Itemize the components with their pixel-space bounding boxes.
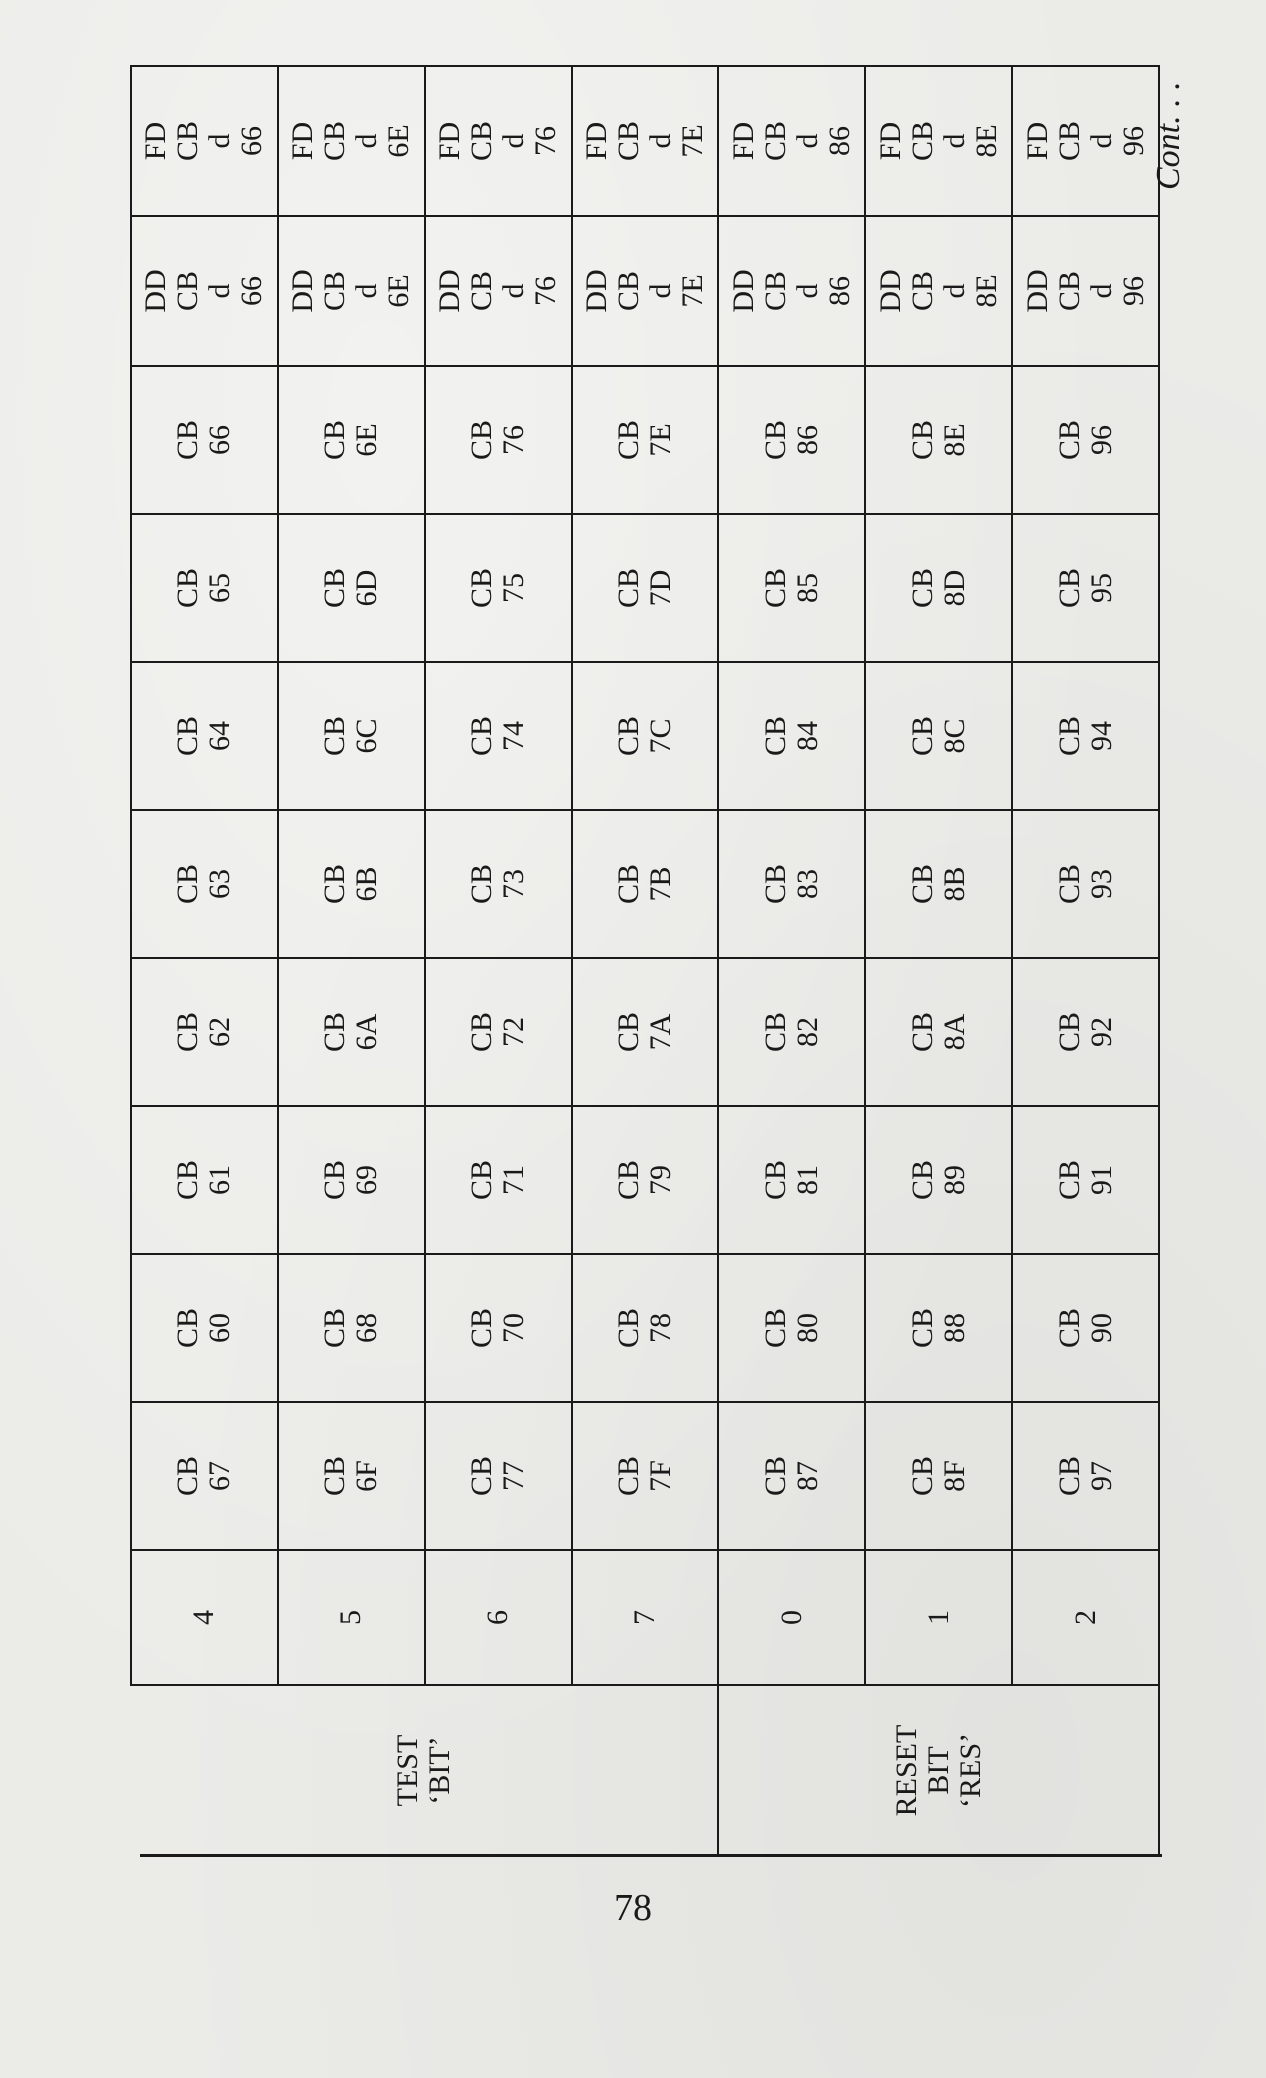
opcode-cell <box>1012 662 1159 810</box>
opcode-cell <box>131 1106 278 1254</box>
opcode-byte: CB <box>611 567 645 609</box>
opcode-cell <box>718 1402 865 1550</box>
opcode-byte: 7B <box>643 866 677 902</box>
opcode-byte: 7E <box>675 124 709 158</box>
opcode-byte: 66 <box>203 425 237 455</box>
opcode-cell <box>131 662 278 810</box>
opcode-cell <box>718 1254 865 1402</box>
opcode-byte: CB <box>171 1011 205 1053</box>
opcode-cell <box>278 958 425 1106</box>
opcode-cell <box>425 1254 572 1402</box>
opcode-byte: 6C <box>350 718 384 754</box>
opcode-byte: FD <box>726 121 760 161</box>
opcode-byte: 6A <box>350 1013 384 1051</box>
opcode-byte: 77 <box>497 1461 531 1491</box>
opcode-byte: 8C <box>937 718 971 754</box>
opcode-byte: CB <box>611 1011 645 1053</box>
opcode-cell <box>572 958 719 1106</box>
opcode-cell <box>131 1254 278 1402</box>
opcode-byte: d <box>1084 133 1118 149</box>
opcode-table-body <box>131 66 1159 1855</box>
opcode-byte: 68 <box>350 1313 384 1343</box>
opcode-byte: 84 <box>790 721 824 751</box>
opcode-cell <box>1012 1254 1159 1402</box>
opcode-byte: CB <box>465 863 499 905</box>
opcode-byte: CB <box>171 1307 205 1349</box>
opcode-cell <box>865 958 1012 1106</box>
opcode-cell <box>1012 366 1159 514</box>
opcode-byte: d <box>937 133 971 149</box>
opcode-byte: 87 <box>790 1461 824 1491</box>
opcode-byte: CB <box>1052 567 1086 609</box>
opcode-byte: 6E <box>382 124 416 158</box>
opcode-byte: CB <box>611 419 645 461</box>
opcode-byte: 8B <box>937 866 971 902</box>
opcode-byte: CB <box>905 863 939 905</box>
opcode-byte: 61 <box>203 1165 237 1195</box>
opcode-table <box>130 65 1160 1855</box>
opcode-byte: 60 <box>203 1313 237 1343</box>
opcode-byte: CB <box>1052 419 1086 461</box>
opcode-byte: DD <box>1020 269 1054 313</box>
opcode-cell <box>131 366 278 514</box>
opcode-byte: CB <box>611 1307 645 1349</box>
opcode-cell <box>1012 514 1159 662</box>
opcode-byte: 96 <box>1084 425 1118 455</box>
opcode-byte: CB <box>465 1159 499 1201</box>
opcode-cell <box>425 810 572 958</box>
opcode-byte: 66 <box>235 126 269 156</box>
opcode-cell <box>131 958 278 1106</box>
opcode-byte: 8D <box>937 569 971 607</box>
opcode-byte: 8A <box>937 1013 971 1051</box>
opcode-byte: CB <box>758 1307 792 1349</box>
opcode-byte: 91 <box>1084 1165 1118 1195</box>
opcode-byte: CB <box>1052 270 1086 312</box>
opcode-byte: CB <box>905 567 939 609</box>
opcode-byte: 97 <box>1084 1461 1118 1491</box>
opcode-cell <box>572 366 719 514</box>
opcode-cell <box>718 514 865 662</box>
opcode-cell <box>278 1402 425 1550</box>
opcode-byte: 96 <box>1116 276 1150 306</box>
opcode-byte: 82 <box>790 1017 824 1047</box>
opcode-cell <box>1012 958 1159 1106</box>
opcode-byte: 72 <box>497 1017 531 1047</box>
opcode-byte: d <box>350 283 384 299</box>
bit-number: 6 <box>425 1550 572 1685</box>
bit-number: 5 <box>278 1550 425 1685</box>
opcode-byte: d <box>937 283 971 299</box>
opcode-byte: CB <box>318 863 352 905</box>
opcode-cell <box>865 1106 1012 1254</box>
opcode-cell <box>865 514 1012 662</box>
opcode-cell <box>865 366 1012 514</box>
opcode-byte: 7C <box>643 718 677 754</box>
opcode-cell <box>1012 1402 1159 1550</box>
opcode-byte: 80 <box>790 1313 824 1343</box>
opcode-cell <box>425 662 572 810</box>
opcode-byte: 78 <box>643 1313 677 1343</box>
group-label <box>131 1685 718 1855</box>
opcode-byte: 65 <box>203 573 237 603</box>
opcode-cell <box>278 66 425 216</box>
opcode-cell <box>131 810 278 958</box>
opcode-byte: CB <box>758 419 792 461</box>
opcode-byte: 71 <box>497 1165 531 1195</box>
opcode-byte: CB <box>758 715 792 757</box>
opcode-byte: CB <box>905 715 939 757</box>
opcode-cell <box>718 958 865 1106</box>
opcode-byte: d <box>497 133 531 149</box>
opcode-byte: d <box>203 133 237 149</box>
table-row <box>131 66 278 1855</box>
opcode-cell <box>278 1254 425 1402</box>
opcode-cell <box>278 662 425 810</box>
opcode-cell <box>572 1254 719 1402</box>
opcode-byte: CB <box>1052 863 1086 905</box>
opcode-byte: CB <box>171 270 205 312</box>
opcode-byte: CB <box>465 270 499 312</box>
opcode-byte: 6E <box>350 423 384 457</box>
opcode-byte: CB <box>905 1455 939 1497</box>
bit-number: 7 <box>572 1550 719 1685</box>
bottom-rule <box>140 1854 1162 1857</box>
opcode-byte: CB <box>318 120 352 162</box>
opcode-byte: CB <box>758 567 792 609</box>
opcode-byte: CB <box>465 1011 499 1053</box>
opcode-byte: 86 <box>790 425 824 455</box>
opcode-byte: 75 <box>497 573 531 603</box>
opcode-byte: 69 <box>350 1165 384 1195</box>
opcode-byte: 81 <box>790 1165 824 1195</box>
opcode-byte: 89 <box>937 1165 971 1195</box>
group-label <box>718 1685 1159 1855</box>
group-label-line: ‘BIT’ <box>423 1736 457 1805</box>
opcode-byte: 95 <box>1084 573 1118 603</box>
opcode-byte: CB <box>905 270 939 312</box>
opcode-cell <box>425 958 572 1106</box>
opcode-byte: FD <box>139 121 173 161</box>
opcode-cell <box>278 1106 425 1254</box>
opcode-cell <box>718 810 865 958</box>
opcode-cell <box>1012 810 1159 958</box>
opcode-byte: CB <box>318 1455 352 1497</box>
opcode-cell <box>865 662 1012 810</box>
opcode-byte: 67 <box>203 1461 237 1491</box>
opcode-byte: CB <box>318 270 352 312</box>
table-row <box>865 66 1012 1855</box>
opcode-cell <box>865 810 1012 958</box>
opcode-byte: 94 <box>1084 721 1118 751</box>
opcode-cell <box>718 66 865 216</box>
opcode-byte: d <box>790 283 824 299</box>
opcode-cell <box>865 1402 1012 1550</box>
opcode-byte: CB <box>905 1159 939 1201</box>
opcode-byte: 7E <box>643 423 677 457</box>
opcode-cell <box>425 66 572 216</box>
opcode-byte: d <box>1084 283 1118 299</box>
opcode-cell <box>278 216 425 366</box>
opcode-byte: 79 <box>643 1165 677 1195</box>
opcode-byte: d <box>350 133 384 149</box>
opcode-cell <box>718 216 865 366</box>
opcode-byte: CB <box>1052 1011 1086 1053</box>
opcode-byte: 85 <box>790 573 824 603</box>
opcode-byte: 96 <box>1116 126 1150 156</box>
opcode-cell <box>278 366 425 514</box>
group-label-line: ‘RES’ <box>953 1733 987 1808</box>
continuation-note: Cont. . . <box>1150 81 1187 190</box>
opcode-byte: CB <box>1052 120 1086 162</box>
opcode-byte: CB <box>611 1455 645 1497</box>
opcode-byte: FD <box>1020 121 1054 161</box>
opcode-cell <box>718 366 865 514</box>
opcode-byte: CB <box>171 1455 205 1497</box>
opcode-cell <box>425 1402 572 1550</box>
bit-number: 2 <box>1012 1550 1159 1685</box>
opcode-byte: CB <box>171 715 205 757</box>
opcode-byte: d <box>643 283 677 299</box>
opcode-cell <box>572 662 719 810</box>
table-row <box>572 66 719 1855</box>
opcode-byte: DD <box>433 269 467 313</box>
opcode-cell <box>572 810 719 958</box>
opcode-byte: DD <box>726 269 760 313</box>
opcode-byte: 6E <box>382 274 416 308</box>
group-label-line: TEST <box>391 1734 425 1807</box>
opcode-byte: 8E <box>969 274 1003 308</box>
opcode-byte: FD <box>873 121 907 161</box>
opcode-cell <box>572 216 719 366</box>
opcode-byte: CB <box>318 567 352 609</box>
opcode-byte: CB <box>465 715 499 757</box>
opcode-byte: FD <box>579 121 613 161</box>
opcode-byte: 63 <box>203 869 237 899</box>
opcode-byte: CB <box>465 120 499 162</box>
bit-number: 1 <box>865 1550 1012 1685</box>
opcode-byte: 8E <box>937 423 971 457</box>
opcode-byte: CB <box>1052 1159 1086 1201</box>
opcode-byte: d <box>790 133 824 149</box>
opcode-byte: CB <box>171 419 205 461</box>
opcode-byte: CB <box>758 270 792 312</box>
table-row <box>1012 66 1159 1855</box>
opcode-byte: DD <box>873 269 907 313</box>
opcode-cell <box>1012 66 1159 216</box>
opcode-cell <box>131 66 278 216</box>
table-row <box>425 66 572 1855</box>
opcode-byte: CB <box>905 419 939 461</box>
opcode-byte: CB <box>465 1307 499 1349</box>
opcode-byte: 74 <box>497 721 531 751</box>
opcode-byte: 7E <box>675 274 709 308</box>
opcode-byte: CB <box>318 1159 352 1201</box>
opcode-byte: CB <box>611 270 645 312</box>
opcode-cell <box>572 1402 719 1550</box>
opcode-byte: FD <box>433 121 467 161</box>
opcode-cell <box>718 1106 865 1254</box>
table-row <box>278 66 425 1855</box>
opcode-byte: 88 <box>937 1313 971 1343</box>
opcode-byte: 76 <box>497 425 531 455</box>
bit-number: 4 <box>131 1550 278 1685</box>
table-row <box>718 66 865 1855</box>
opcode-table-rotated <box>130 80 1160 1855</box>
opcode-byte: 86 <box>822 126 856 156</box>
opcode-cell <box>865 66 1012 216</box>
opcode-byte: 76 <box>529 276 563 306</box>
page-number: 78 <box>614 1887 652 1929</box>
opcode-cell <box>425 366 572 514</box>
opcode-byte: d <box>497 283 531 299</box>
opcode-byte: CB <box>611 120 645 162</box>
opcode-byte: CB <box>758 120 792 162</box>
opcode-byte: CB <box>905 1307 939 1349</box>
opcode-byte: DD <box>286 269 320 313</box>
opcode-byte: DD <box>139 269 173 313</box>
opcode-cell <box>425 514 572 662</box>
opcode-byte: CB <box>758 1455 792 1497</box>
opcode-byte: CB <box>171 1159 205 1201</box>
opcode-cell <box>131 216 278 366</box>
opcode-byte: CB <box>611 863 645 905</box>
opcode-byte: 62 <box>203 1017 237 1047</box>
opcode-byte: 70 <box>497 1313 531 1343</box>
opcode-cell <box>425 1106 572 1254</box>
opcode-byte: 8E <box>969 124 1003 158</box>
opcode-byte: CB <box>318 1011 352 1053</box>
opcode-byte: 73 <box>497 869 531 899</box>
opcode-byte: CB <box>1052 715 1086 757</box>
opcode-cell <box>425 216 572 366</box>
opcode-byte: CB <box>171 567 205 609</box>
opcode-byte: CB <box>611 715 645 757</box>
bit-number: 0 <box>718 1550 865 1685</box>
opcode-byte: 92 <box>1084 1017 1118 1047</box>
opcode-cell <box>1012 216 1159 366</box>
opcode-byte: CB <box>465 567 499 609</box>
opcode-cell <box>572 66 719 216</box>
opcode-cell <box>865 216 1012 366</box>
opcode-cell <box>131 514 278 662</box>
opcode-byte: 8F <box>937 1460 971 1492</box>
opcode-byte: CB <box>465 419 499 461</box>
opcode-byte: 7F <box>643 1460 677 1492</box>
opcode-byte: DD <box>579 269 613 313</box>
opcode-byte: CB <box>318 419 352 461</box>
group-label-line: RESET <box>889 1724 923 1817</box>
opcode-cell <box>572 1106 719 1254</box>
opcode-byte: 76 <box>529 126 563 156</box>
opcode-byte: CB <box>905 1011 939 1053</box>
opcode-cell <box>278 810 425 958</box>
opcode-byte: CB <box>758 1159 792 1201</box>
opcode-byte: 86 <box>822 276 856 306</box>
opcode-byte: 90 <box>1084 1313 1118 1343</box>
opcode-byte: CB <box>758 863 792 905</box>
opcode-byte: 7D <box>643 569 677 607</box>
opcode-cell <box>572 514 719 662</box>
opcode-byte: 66 <box>235 276 269 306</box>
opcode-cell <box>131 1402 278 1550</box>
opcode-byte: CB <box>611 1159 645 1201</box>
opcode-byte: 6F <box>350 1460 384 1492</box>
opcode-byte: CB <box>318 715 352 757</box>
opcode-cell <box>865 1254 1012 1402</box>
opcode-byte: CB <box>318 1307 352 1349</box>
opcode-byte: 93 <box>1084 869 1118 899</box>
opcode-cell <box>278 514 425 662</box>
opcode-byte: d <box>203 283 237 299</box>
opcode-byte: 7A <box>643 1013 677 1051</box>
opcode-cell <box>1012 1106 1159 1254</box>
opcode-byte: 6D <box>350 569 384 607</box>
opcode-byte: CB <box>905 120 939 162</box>
opcode-byte: CB <box>171 120 205 162</box>
opcode-byte: 64 <box>203 721 237 751</box>
opcode-byte: CB <box>1052 1307 1086 1349</box>
opcode-byte: CB <box>758 1011 792 1053</box>
opcode-byte: d <box>643 133 677 149</box>
group-label-line: BIT <box>921 1746 955 1795</box>
opcode-byte: CB <box>171 863 205 905</box>
opcode-byte: FD <box>286 121 320 161</box>
opcode-byte: 6B <box>350 866 384 902</box>
opcode-cell <box>718 662 865 810</box>
opcode-byte: CB <box>465 1455 499 1497</box>
opcode-byte: 83 <box>790 869 824 899</box>
opcode-byte: CB <box>1052 1455 1086 1497</box>
